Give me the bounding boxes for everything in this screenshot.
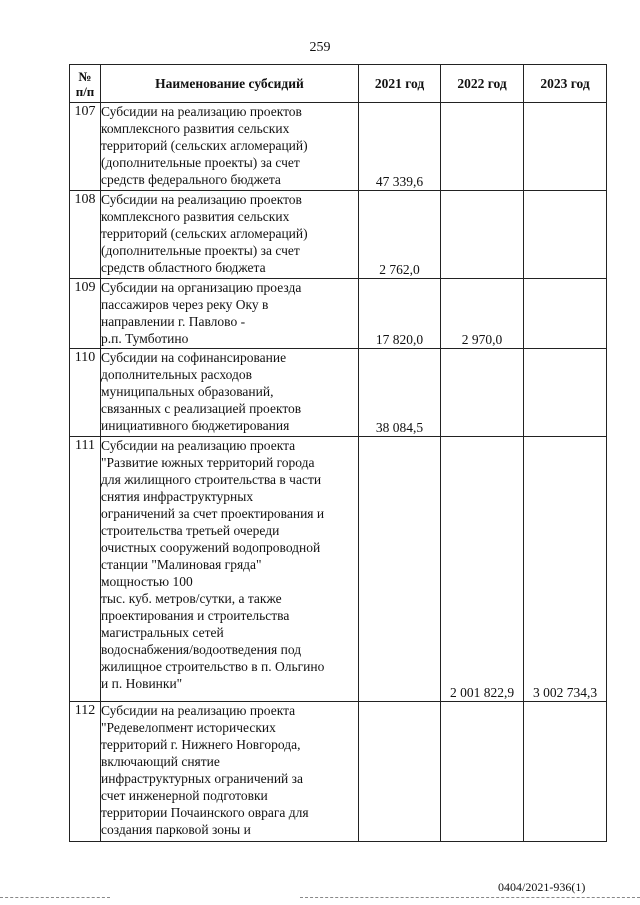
- row-number: 111: [70, 437, 101, 702]
- amount-2021: 2 762,0: [359, 191, 441, 279]
- scan-edge-line-left: [0, 897, 110, 899]
- amount-2022: [441, 103, 524, 191]
- header-year-2023: 2023 год: [524, 65, 607, 103]
- amount-2022: [441, 702, 524, 842]
- amount-2022: [441, 349, 524, 437]
- subsidy-name: Субсидии на реализацию проекта "Развитие южных территорий города для жилищного строительства в части снятия инфраструктурных ограничений за счет проектирования и строительства третьей очереди очистных сооружений водопроводной станции "Малиновая гряда" мощностью 100 тыс. куб. метров/сутки, а также проектирования и строительства магистральных сетей водоснабжения/водоотведения под жилищное строительство в п. Ольгино и п. Новинки": [101, 437, 359, 702]
- table-row: [70, 349, 607, 437]
- header-number: [70, 65, 101, 103]
- subsidy-name: Субсидии на софинансирование дополнительных расходов муниципальных образований, связанных с реализацией проектов инициативного бюджетирования: [101, 349, 359, 437]
- table-header-row: [70, 65, 607, 103]
- amount-2023: [524, 349, 607, 437]
- header-year-2022: 2022 год: [441, 65, 524, 103]
- amount-2022: 2 001 822,9: [441, 437, 524, 702]
- subsidy-name: Субсидии на организацию проезда пассажиров через реку Оку в направлении г. Павлово - р.п. Тумботино: [101, 279, 359, 349]
- row-number: 108: [70, 191, 101, 279]
- scan-edge-line-right: [300, 897, 640, 899]
- subsidy-name: Субсидии на реализацию проектов комплексного развития сельских территорий (сельских агломераций) (дополнительные проекты) за счет средств федерального бюджета: [101, 103, 359, 191]
- subsidy-name: Субсидии на реализацию проекта "Редевелопмент исторических территорий г. Нижнего Новгорода, включающий снятие инфраструктурных ограничений за счет инженерной подготовки территории Почаинского оврага для создания парковой зоны и: [101, 702, 359, 842]
- amount-2021: 38 084,5: [359, 349, 441, 437]
- header-year-2021: 2021 год: [359, 65, 441, 103]
- amount-2021: [359, 437, 441, 702]
- table-row: [70, 103, 607, 191]
- header-number-abbr: п/п: [75, 83, 95, 99]
- row-number: 109: [70, 279, 101, 349]
- amount-2021: 47 339,6: [359, 103, 441, 191]
- amount-2023: [524, 279, 607, 349]
- header-subsidy-name: Наименование субсидий: [101, 65, 359, 103]
- page-number: 259: [309, 40, 331, 55]
- amount-2021: 17 820,0: [359, 279, 441, 349]
- amount-2023: [524, 702, 607, 842]
- table-row: [70, 191, 607, 279]
- row-number: 110: [70, 349, 101, 437]
- subsidy-name: Субсидии на реализацию проектов комплексного развития сельских территорий (сельских агломераций) (дополнительные проекты) за счет средств областного бюджета: [101, 191, 359, 279]
- row-number: 112: [70, 702, 101, 842]
- document-code: 0404/2021-936(1): [498, 880, 586, 894]
- table-row: [70, 702, 607, 842]
- header-number-symbol: №: [78, 68, 92, 84]
- amount-2022: [441, 191, 524, 279]
- subsidies-table: [69, 64, 607, 842]
- amount-2023: 3 002 734,3: [524, 437, 607, 702]
- table-row: [70, 437, 607, 702]
- amount-2022: 2 970,0: [441, 279, 524, 349]
- row-number: 107: [70, 103, 101, 191]
- amount-2021: [359, 702, 441, 842]
- table-row: [70, 279, 607, 349]
- amount-2023: [524, 103, 607, 191]
- amount-2023: [524, 191, 607, 279]
